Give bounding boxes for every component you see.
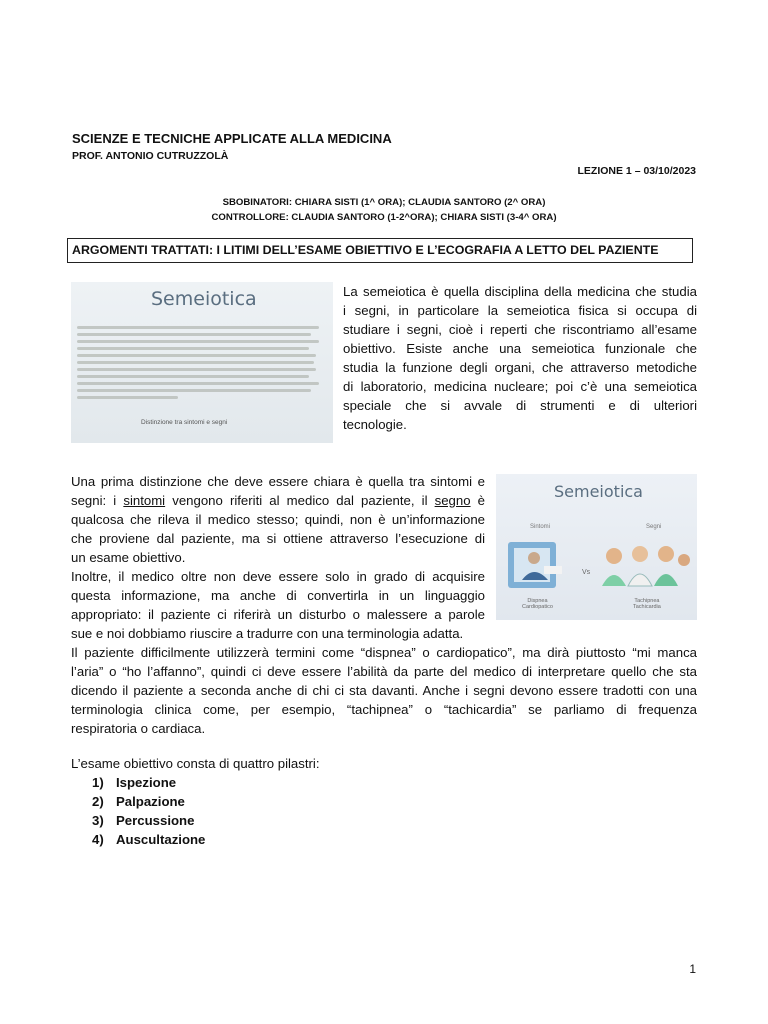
text-line: di laboratorio, medicina nucleare; poi c’è una semeiotica — [343, 379, 697, 394]
list-label: Palpazione — [116, 794, 185, 809]
text-line: sue e noi dobbiamo riuscire a tradurre con una terminologia adatta. — [71, 626, 464, 641]
text-line: Una prima distinzione che deve essere chiara è quella tra sintomi e — [71, 474, 485, 489]
text-line: speciale che si avvale di strumenti e di ulteriori — [343, 398, 697, 413]
slide-image-sintomi-segni — [496, 474, 697, 620]
paragraph-linguaggio — [71, 567, 485, 643]
text-fragment: segni: i — [71, 493, 124, 508]
list-label: Percussione — [116, 813, 195, 828]
slide-image-semeiotica-definition — [71, 282, 333, 443]
list-item — [92, 773, 205, 792]
slide2-caption-segni — [633, 598, 661, 610]
slide2-vs: Vs — [582, 569, 591, 576]
transcribers: SBOBINATORI: CHIARA SISTI (1^ ORA); CLAUDIA SANTORO (2^ ORA) — [222, 197, 546, 208]
slide2-label-segni: Segni — [646, 524, 662, 530]
text-fragment: vengono riferiti al medico dal paziente, il — [165, 493, 435, 508]
text-line — [71, 491, 485, 510]
course-title: SCIENZE E TECNICHE APPLICATE ALLA MEDICINA — [72, 131, 392, 146]
list-label: Auscultazione — [116, 832, 206, 847]
underlined-term-segno: segno — [434, 493, 471, 508]
list-number: 3) — [92, 813, 104, 828]
doctors-illustration — [600, 538, 692, 588]
text-line: La semeiotica è quella disciplina della medicina che studia — [343, 284, 697, 299]
patient-illustration — [504, 536, 568, 594]
text-line: l’aria” o “ho l’affanno”, quindi ci deve essere l’abilità da parte del medico di interpretare quello che sta — [71, 664, 697, 679]
text-line: qualcosa che rileva il medico stesso; quindi, non è un’informazione — [71, 512, 485, 527]
text-line: studiare i segni, cioè i reperti che riscontriamo all’esame — [343, 322, 697, 337]
page-number: 1 — [689, 962, 696, 976]
text-fragment: è — [470, 493, 485, 508]
controller: CONTROLLORE: CLAUDIA SANTORO (1-2^ORA); CHIARA SISTI (3-4^ ORA) — [211, 212, 557, 223]
slide1-blurred-text — [77, 322, 329, 403]
slide2-title: Semeiotica — [554, 482, 643, 501]
text-line: obiettivo. Esiste anche una semeiotica funzionale che — [343, 341, 697, 356]
topics-box: ARGOMENTI TRATTATI: I LITIMI DELL’ESAME OBIETTIVO E L’ECOGRAFIA A LETTO DEL PAZIENTE — [67, 238, 693, 263]
list-label: Ispezione — [116, 775, 177, 790]
text-line: dicendo il paziente a seconda anche di chi ci sta davanti. Anche i segni devono essere tradotti con una — [71, 683, 697, 698]
paragraph-sintomi-segni — [71, 472, 485, 567]
paragraph-semeiotica — [343, 282, 697, 434]
professor-name: PROF. ANTONIO CUTRUZZOLÀ — [72, 150, 229, 162]
paragraph-terminologia — [71, 643, 697, 738]
caption-text: Tachipnea — [634, 598, 660, 604]
text-line: terminologia clinica come, per esempio, “tachipnea” o “tachicardia” se parliamo di frequenza — [71, 702, 697, 717]
slide2-label-sintomi: Sintomi — [530, 524, 551, 530]
list-number: 2) — [92, 794, 104, 809]
text-line: un esame obiettivo. — [71, 550, 186, 565]
lesson-date: LEZIONE 1 – 03/10/2023 — [577, 165, 696, 177]
text-line: che proviene dal paziente, ma si ottiene attraverso l’esecuzione di — [71, 531, 485, 546]
text-line: respiratoria o cardiaca. — [71, 721, 206, 736]
list-number: 4) — [92, 832, 104, 847]
text-line: Inoltre, il medico oltre non deve essere solo in grado di acquisire — [71, 569, 485, 584]
list-item — [92, 830, 205, 849]
caption-text: Cardiopatico — [522, 604, 553, 610]
slide1-caption: Distinzione tra sintomi e segni — [141, 419, 228, 426]
text-line: Il paziente difficilmente utilizzerà termini come “dispnea” o cardiopatico”, ma dirà piuttosto “mi manca — [71, 645, 697, 660]
slide1-title: Semeiotica — [151, 288, 257, 310]
text-line: studia la funzione degli organi, che attraverso metodiche — [343, 360, 697, 375]
text-line: appropriato: il paziente ci riferirà un disturbo o malessere a parole — [71, 607, 485, 622]
underlined-term-sintomi: sintomi — [123, 493, 166, 508]
text-line: questa informazione, ma anche di convertirla in un linguaggio — [71, 588, 485, 603]
list-item — [92, 811, 205, 830]
list-item — [92, 792, 205, 811]
list-number: 1) — [92, 775, 104, 790]
text-line: tecnologie. — [343, 417, 407, 432]
slide2-caption-sintomi — [522, 598, 553, 610]
caption-text: Dispnea — [527, 598, 548, 604]
caption-text: Tachicardia — [633, 604, 661, 610]
text-line: i segni, in particolare la semeiotica fisica si occupa di — [343, 303, 697, 318]
pillars-intro: L’esame obiettivo consta di quattro pilastri: — [71, 756, 320, 771]
pillars-list — [92, 773, 205, 849]
